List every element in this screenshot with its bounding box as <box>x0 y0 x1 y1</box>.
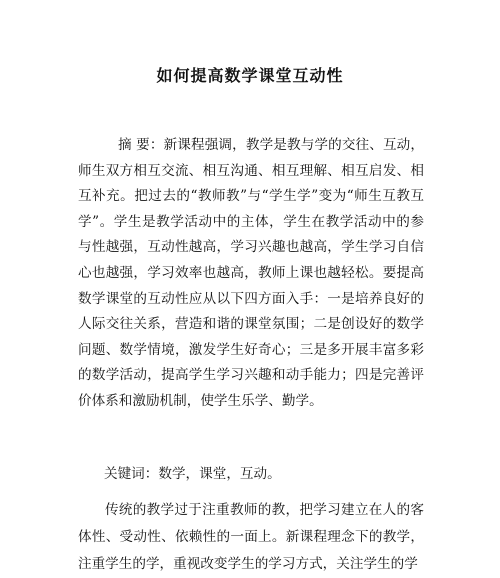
abstract-paragraph <box>78 133 424 415</box>
keywords-text: 数学，课堂，互动。 <box>158 466 281 482</box>
body-paragraph: 传统的教学过于注重教师的教，把学习建立在人的客体性、受动性、依赖性的一面上。新课程理念下的教学，注重学生的学，重视改变学生的学习方式，关注学生的学 <box>78 502 424 572</box>
abstract-text: 新课程强调，教学是教与学的交往、互动，师生双方相互交流、相互沟通、相互理解、相互启发、相互补充。把过去的“教师教”与“学生学”变为“师生互教互学”。学生是教学活动中的主体，学生在教学活动中的参与性越强，互动性越高，学习兴趣也越高，学生学习自信心也越强，学习效率也越高，教师上课也越轻松。要提高数学课堂的互动性应从以下四方面入手：一是培养良好的人际交往关系，营造和谐的课堂氛围；二是创设好的数学问题、数学情境，激发学生好奇心；三是多开展丰富多彩的数学活动，提高学生学习兴趣和动手能力；四是完善评价体系和激励机制，使学生乐学、勤学。 <box>78 137 424 409</box>
keywords-line <box>104 462 424 487</box>
keywords-label: 关键词： <box>104 466 159 482</box>
document-title: 如何提高数学课堂互动性 <box>156 66 344 85</box>
abstract-label: 摘 要： <box>118 137 164 153</box>
